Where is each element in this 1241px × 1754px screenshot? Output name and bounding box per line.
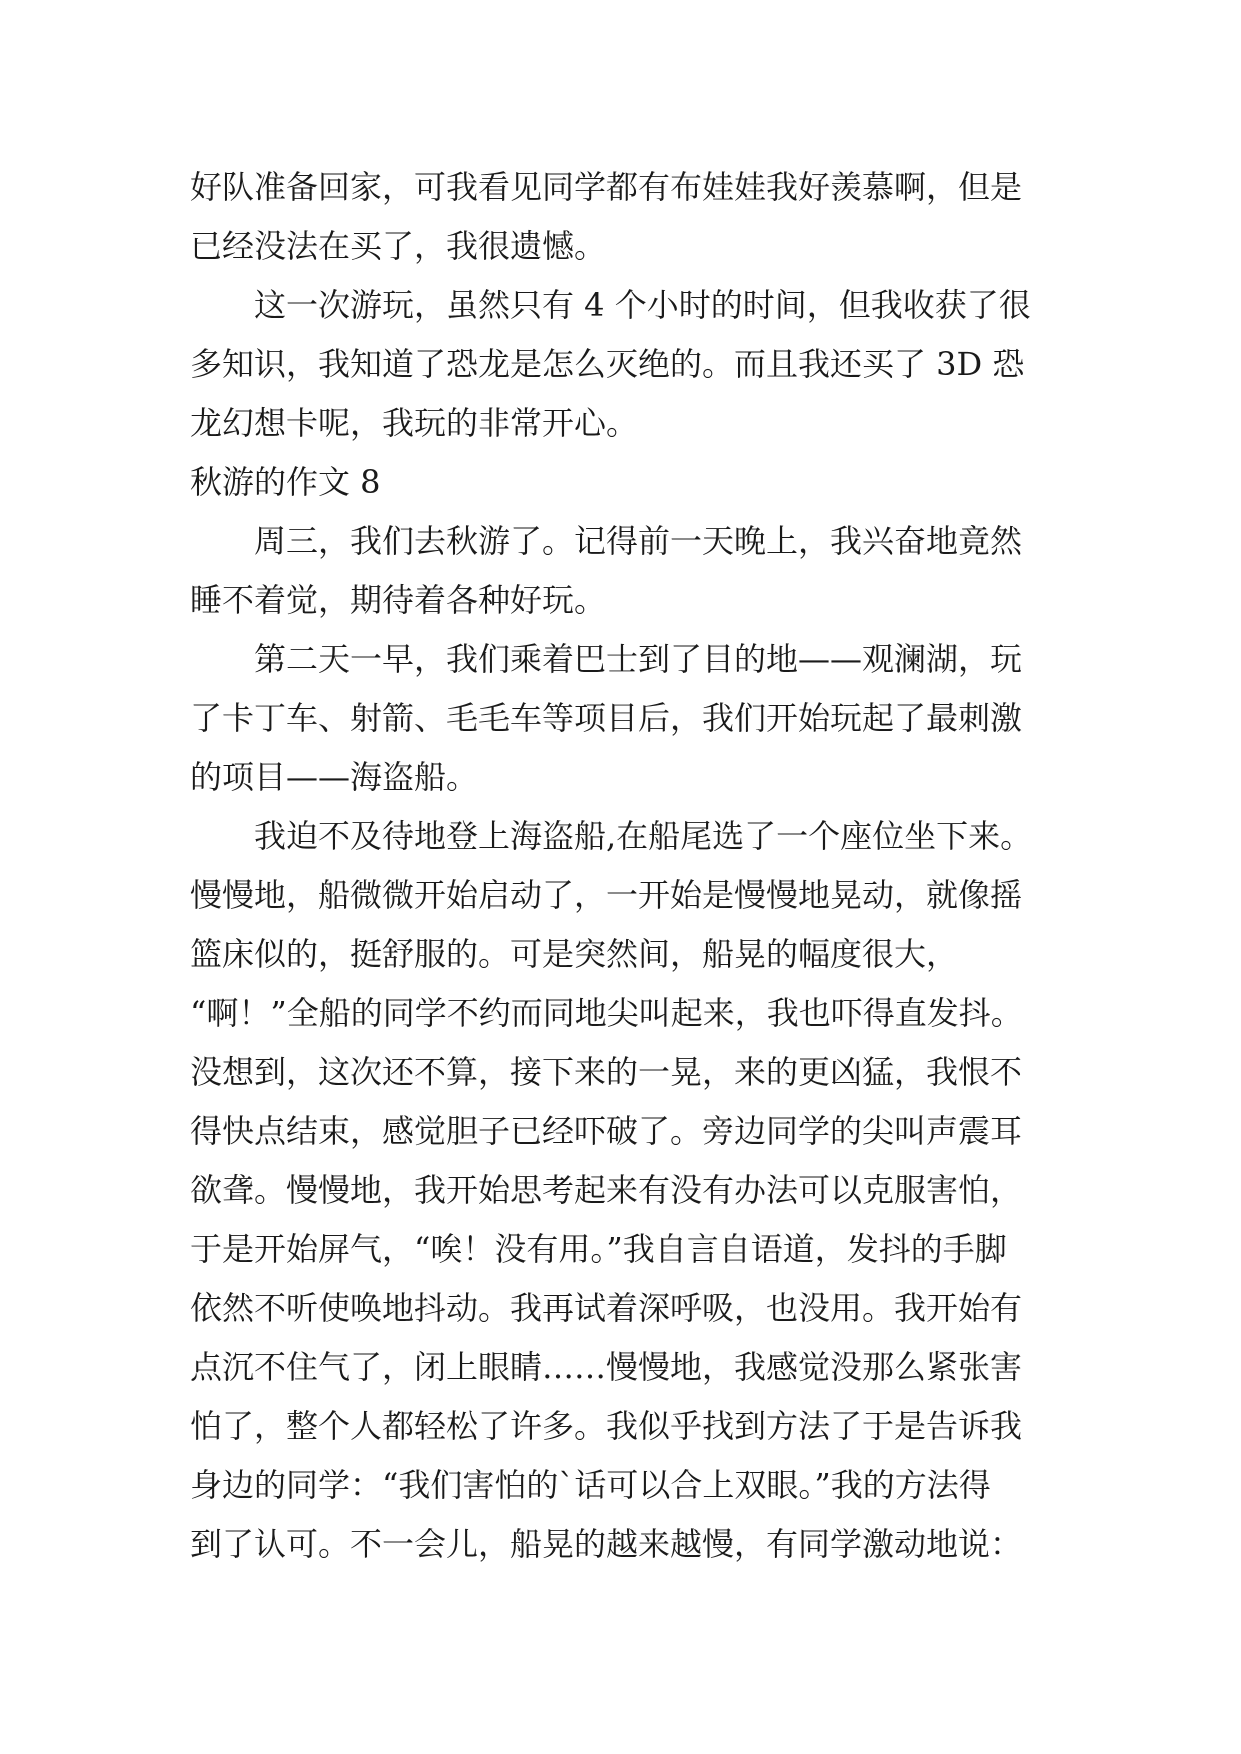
paragraph-line: 欲聋。慢慢地，我开始思考起来有没有办法可以克服害怕， [190, 1171, 1023, 1209]
paragraph-line: “啊！”全船的同学不约而同地尖叫起来，我也吓得直发抖。 [190, 994, 1023, 1032]
paragraph-line: 我迫不及待地登上海盗船,在船尾选了一个座位坐下来。 [254, 817, 1033, 855]
paragraph-line: 好队准备回家，可我看见同学都有布娃娃我好羡慕啊，但是 [190, 168, 1023, 206]
paragraph-line: 周三，我们去秋游了。记得前一天晚上，我兴奋地竟然 [254, 522, 1023, 560]
paragraph-line: 点沉不住气了，闭上眼睛……慢慢地，我感觉没那么紧张害 [190, 1348, 1023, 1386]
paragraph-line: 了卡丁车、射箭、毛毛车等项目后，我们开始玩起了最刺激 [190, 699, 1023, 737]
paragraph-line: 到了认可。不一会儿，船晃的越来越慢，有同学激动地说： [190, 1525, 1023, 1563]
paragraph-line: 于是开始屏气，“唉！没有用。”我自言自语道，发抖的手脚 [190, 1230, 1007, 1268]
paragraph-line: 得快点结束，感觉胆子已经吓破了。旁边同学的尖叫声震耳 [190, 1112, 1023, 1150]
document-body [190, 158, 1050, 1574]
paragraph-line: 篮床似的，挺舒服的。可是突然间，船晃的幅度很大， [190, 935, 959, 973]
paragraph-line: 这一次游玩，虽然只有 4 个小时的时间，但我收获了很 [254, 286, 1031, 324]
paragraph-line: 没想到，这次还不算，接下来的一晃，来的更凶猛，我恨不 [190, 1053, 1023, 1091]
section-heading: 秋游的作文 8 [190, 463, 381, 501]
paragraph-line: 慢慢地，船微微开始启动了，一开始是慢慢地晃动，就像摇 [190, 876, 1023, 914]
paragraph-line: 身边的同学：“我们害怕的`话可以合上双眼。”我的方法得 [190, 1466, 991, 1504]
paragraph-line: 第二天一早，我们乘着巴士到了目的地——观澜湖，玩 [254, 640, 1023, 678]
paragraph-line: 怕了，整个人都轻松了许多。我似乎找到方法了于是告诉我 [190, 1407, 1023, 1445]
paragraph-line: 依然不听使唤地抖动。我再试着深呼吸，也没用。我开始有 [190, 1289, 1023, 1327]
paragraph-line: 的项目——海盗船。 [190, 758, 479, 796]
paragraph-line: 睡不着觉，期待着各种好玩。 [190, 581, 607, 619]
paragraph-line: 龙幻想卡呢，我玩的非常开心。 [190, 404, 639, 442]
paragraph-line: 多知识，我知道了恐龙是怎么灭绝的。而且我还买了 3D 恐 [190, 345, 1025, 383]
paragraph-line: 已经没法在买了，我很遗憾。 [190, 227, 607, 265]
